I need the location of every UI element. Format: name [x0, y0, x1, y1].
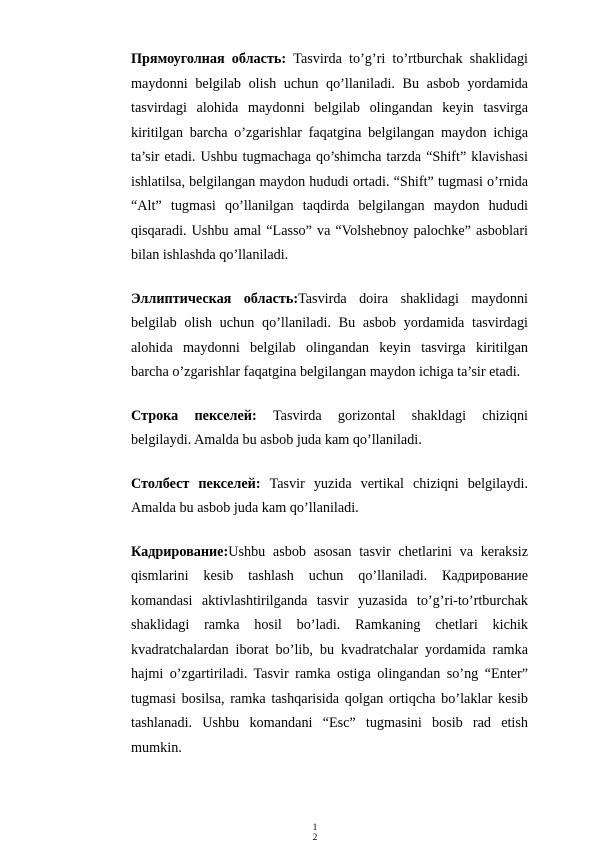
paragraph-crop	[131, 540, 528, 761]
paragraph-text: Tasvir yuzida vertikal chiziqni belgilaydi. Amalda bu asbob juda kam qo’llaniladi.	[131, 475, 528, 516]
paragraph-text: Tasvirda doira shaklidagi maydonni belgilab olish uchun qo’llaniladi. Bu asbob yordamida tasvirdagi alohida maydonni belgilab olingandan keyin tasvirga kiritilgan barcha o’zgarishlar faqatgina belgilangan maydon ichiga ta’sir etadi.	[131, 290, 528, 380]
paragraph-elliptical-selection	[131, 287, 528, 385]
document-body	[131, 47, 528, 779]
page-number-digit-2: 2	[312, 833, 318, 843]
page-number	[308, 823, 322, 843]
term-single-column: Столбест пекселей:	[131, 475, 261, 492]
term-rectangular-selection: Прямоуголная область:	[131, 51, 287, 67]
paragraph-rectangular-selection	[131, 47, 528, 268]
paragraph-single-row	[131, 404, 528, 453]
paragraph-text: Tasvirda to’g’ri to’rtburchak shaklidagi maydonni belgilab olish uchun qo’llaniladi. Bu asbob yordamida tasvirdagi alohida maydonni belgilab olingandan keyin tasvirga kiritilgan barcha o’zgarishlar faqatgina belgilangan maydon ichiga ta’sir etadi. Ushbu tugmachaga qo’shimcha tarzda “Shift” klavishasi ishlatilsa, belgilangan maydon hududi ortadi. “Shift” tugmasi o’rnida “Alt” tugmasi qo’llanilgan taqdirda belgilangan maydon hududi qisqaradi. Ushbu amal “Lasso” va “Volshebnoy palochke” asboblari bilan ishlashda qo’llaniladi.	[131, 51, 528, 263]
term-single-row: Строка пекселей:	[131, 407, 257, 424]
term-crop: Кадрирование:	[131, 543, 229, 560]
page-number-digit-1: 1	[312, 823, 318, 833]
paragraph-text: Tasvirda gorizontal shakldagi chiziqni belgilaydi. Amalda bu asbob juda kam qo’llaniladi.	[131, 407, 528, 448]
term-elliptical-selection: Эллиптическая область:	[131, 290, 299, 307]
paragraph-single-column	[131, 472, 528, 521]
paragraph-text: Ushbu asbob asosan tasvir chetlarini va keraksiz qismlarini kesib tashlash uchun qo’llaniladi. Кадрирование komandasi aktivlashtirilganda tasvir yuzasida to’g’ri-to’rtburchak shaklidagi ramka hosil bo’ladi. Ramkaning chetlari kichik kvadratchalardan iborat bo’lib, bu kvadratchalar yordamida ramka hajmi o’zgartiriladi. Tasvir ramka ostiga olingandan so’ng “Enter” tugmasi bosilsa, ramka tashqarisida qolgan ortiqcha bo’laklar kesib tashlanadi. Ushbu komandani “Esc” tugmasini bosib rad etish mumkin.	[131, 543, 528, 756]
